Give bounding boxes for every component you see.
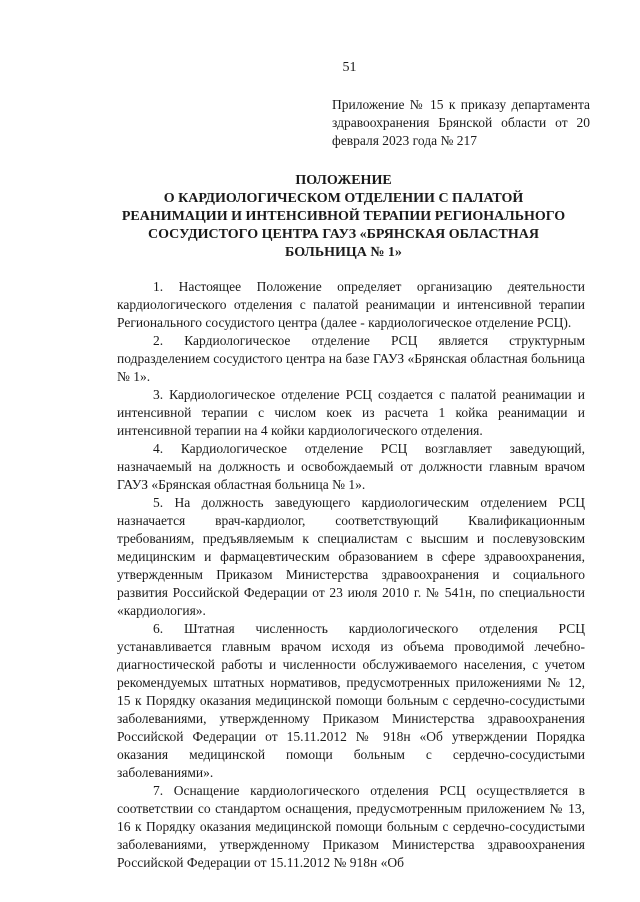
paragraph-3: 3. Кардиологическое отделение РСЦ создается с палатой реанимации и интенсивной терапии с числом коек из расчета 1 койка реанимации и интенсивной терапии на 4 койки кардиологического отделения. [117,387,585,438]
paragraph-5: 5. На должность заведующего кардиологическим отделением РСЦ назначается врач-кардиолог, соответствующий Квалификационным требованиям, предъявляемым к специалистам с высшим и послевузовским медицинским и фармацевтическим образованием в сфере здравоохранения, утвержденным Приказом Министерства здравоохранения и социального развития Российской Федерации от 23 июля 2010 г. № 541н, по специальности «кардиология». [117,495,585,618]
title-line: РЕАНИМАЦИИ И ИНТЕНСИВНОЙ ТЕРАПИИ РЕГИОНАЛЬНОГО [121,209,566,224]
appendix-reference: Приложение № 15 к приказу департамента здравоохранения Брянской области от 20 февраля 2023 года № 217 [332,97,590,148]
title-line: О КАРДИОЛОГИЧЕСКОМ ОТДЕЛЕНИИ С ПАЛАТОЙ [163,191,524,206]
document-body [117,278,585,872]
document-title [117,172,570,262]
title-line: СОСУДИСТОГО ЦЕНТРА ГАУЗ «БРЯНСКАЯ ОБЛАСТНАЯ [148,227,539,242]
page-number: 51 [342,60,357,75]
paragraph-7: 7. Оснащение кардиологического отделения РСЦ осуществляется в соответствии со стандартом оснащения, предусмотренным приложением № 13, 16 к Порядку оказания медицинской помощи больным с сердечно-сосудистыми заболеваниями, утвержденному Приказом Министерства здравоохранения Российской Федерации от 15.11.2012 № 918н «Об [117,783,585,870]
title-line: ПОЛОЖЕНИЕ [295,173,392,188]
paragraph-1: 1. Настоящее Положение определяет организацию деятельности кардиологического отделения с палатой реанимации и интенсивной терапии Регионального сосудистого центра (далее - кардиологическое отделение РСЦ). [117,279,585,330]
paragraph-4: 4. Кардиологическое отделение РСЦ возглавляет заведующий, назначаемый на должность и освобождаемый от должности главным врачом ГАУЗ «Брянская областная больница № 1». [117,441,585,492]
paragraph-6: 6. Штатная численность кардиологического отделения РСЦ устанавливается главным врачом исходя из объема проводимой лечебно-диагностической работы и численности обслуживаемого населения, с учетом рекомендуемых штатных нормативов, предусмотренных приложениями № 12, 15 к Порядку оказания медицинской помощи больным с сердечно-сосудистыми заболеваниями, утвержденному Приказом Министерства здравоохранения Российской Федерации от 15.11.2012 № 918н «Об утверждении Порядка оказания медицинской помощи больным с сердечно-сосудистыми заболеваниями». [117,621,585,780]
title-line: БОЛЬНИЦА № 1» [285,245,402,260]
paragraph-2: 2. Кардиологическое отделение РСЦ является структурным подразделением сосудистого центра на базе ГАУЗ «Брянская областная больница № 1». [117,333,585,384]
